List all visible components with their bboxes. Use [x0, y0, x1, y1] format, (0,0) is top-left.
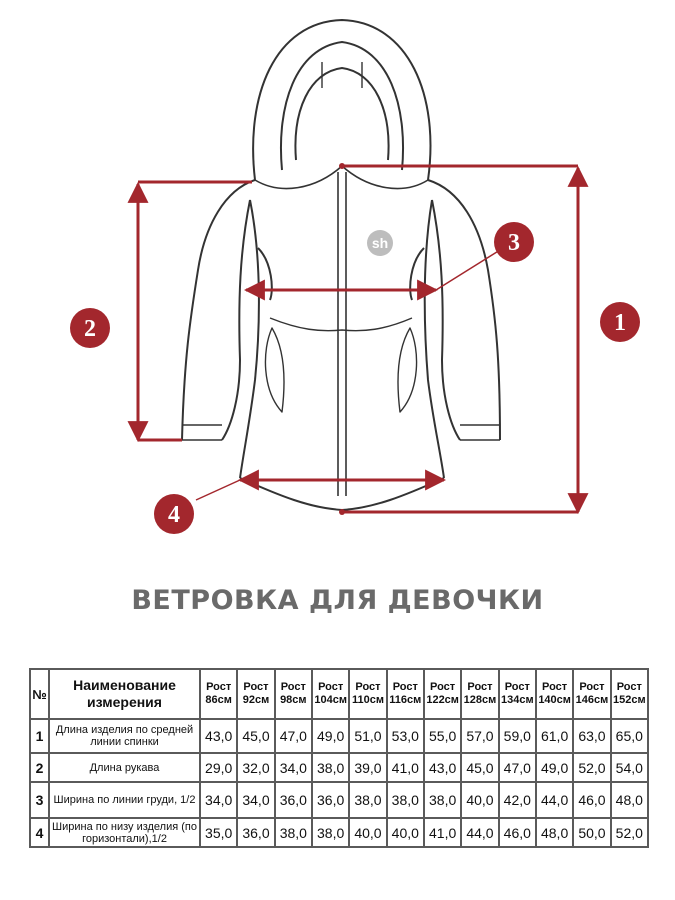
row-name: Длина изделия по средней линии спинки — [49, 719, 200, 753]
table-cell: 52,0 — [611, 818, 648, 847]
table-cell: 36,0 — [237, 818, 274, 847]
svg-text:1: 1 — [614, 310, 626, 336]
row-name: Длина рукава — [49, 753, 200, 782]
header-size: Рост 134см — [499, 669, 536, 719]
table-cell: 52,0 — [573, 753, 610, 782]
table-cell: 34,0 — [275, 753, 312, 782]
table-cell: 59,0 — [499, 719, 536, 753]
table-cell: 39,0 — [349, 753, 386, 782]
table-cell: 49,0 — [312, 719, 349, 753]
table-row — [30, 719, 648, 753]
table-cell: 36,0 — [275, 782, 312, 818]
table-cell: 63,0 — [573, 719, 610, 753]
table-row — [30, 753, 648, 782]
header-size: Рост 92см — [237, 669, 274, 719]
marker-3 — [494, 222, 534, 262]
row-name: Ширина по линии груди, 1/2 — [49, 782, 200, 818]
header-measurement-name: Наименование измерения — [49, 669, 200, 719]
measurement-lines — [138, 166, 578, 512]
table-cell: 54,0 — [611, 753, 648, 782]
svg-text:2: 2 — [84, 316, 96, 342]
table-cell: 38,0 — [349, 782, 386, 818]
jacket-outline — [182, 20, 500, 510]
table-cell: 41,0 — [424, 818, 461, 847]
table-cell: 34,0 — [237, 782, 274, 818]
table-cell: 38,0 — [275, 818, 312, 847]
table-cell: 55,0 — [424, 719, 461, 753]
table-cell: 44,0 — [461, 818, 498, 847]
header-size: Рост 116см — [387, 669, 424, 719]
table-cell: 47,0 — [499, 753, 536, 782]
header-size: Рост 146см — [573, 669, 610, 719]
table-cell: 48,0 — [611, 782, 648, 818]
table-cell: 34,0 — [200, 782, 237, 818]
table-cell: 40,0 — [387, 818, 424, 847]
table-cell: 45,0 — [237, 719, 274, 753]
table-cell: 51,0 — [349, 719, 386, 753]
table-cell: 44,0 — [536, 782, 573, 818]
table-cell: 49,0 — [536, 753, 573, 782]
table-cell: 46,0 — [499, 818, 536, 847]
row-name: Ширина по низу изделия (по горизонтали),1/2 — [49, 818, 200, 847]
row-number: 2 — [30, 753, 49, 782]
marker-2 — [70, 308, 110, 348]
table-cell: 48,0 — [536, 818, 573, 847]
table-cell: 57,0 — [461, 719, 498, 753]
table-cell: 65,0 — [611, 719, 648, 753]
table-cell: 42,0 — [499, 782, 536, 818]
table-cell: 43,0 — [424, 753, 461, 782]
svg-text:4: 4 — [168, 502, 180, 528]
table-cell: 38,0 — [424, 782, 461, 818]
table-cell: 38,0 — [387, 782, 424, 818]
brand-logo-text: sh — [371, 235, 389, 251]
row-number: 3 — [30, 782, 49, 818]
table-row — [30, 818, 648, 847]
table-cell: 35,0 — [200, 818, 237, 847]
table-cell: 40,0 — [349, 818, 386, 847]
header-size: Рост 86см — [200, 669, 237, 719]
header-size: Рост 98см — [275, 669, 312, 719]
header-size: Рост 128см — [461, 669, 498, 719]
table-cell: 43,0 — [200, 719, 237, 753]
size-table — [29, 668, 649, 848]
table-cell: 45,0 — [461, 753, 498, 782]
table-cell: 46,0 — [573, 782, 610, 818]
marker-4 — [154, 494, 194, 534]
marker-1 — [600, 302, 640, 342]
header-number: № — [30, 669, 49, 719]
header-size: Рост 122см — [424, 669, 461, 719]
table-header-row — [30, 669, 648, 719]
table-cell: 50,0 — [573, 818, 610, 847]
table-cell: 47,0 — [275, 719, 312, 753]
table-cell: 61,0 — [536, 719, 573, 753]
table-cell: 53,0 — [387, 719, 424, 753]
table-cell: 38,0 — [312, 753, 349, 782]
header-size: Рост 140см — [536, 669, 573, 719]
table-cell: 32,0 — [237, 753, 274, 782]
table-cell: 40,0 — [461, 782, 498, 818]
table-cell: 38,0 — [312, 818, 349, 847]
header-size: Рост 110см — [349, 669, 386, 719]
header-size: Рост 104см — [312, 669, 349, 719]
row-number: 4 — [30, 818, 49, 847]
table-cell: 41,0 — [387, 753, 424, 782]
table-cell: 29,0 — [200, 753, 237, 782]
page-title: ВЕТРОВКА ДЛЯ ДЕВОЧКИ — [131, 585, 544, 616]
header-size: Рост 152см — [611, 669, 648, 719]
row-number: 1 — [30, 719, 49, 753]
svg-text:3: 3 — [508, 230, 520, 256]
table-cell: 36,0 — [312, 782, 349, 818]
table-row — [30, 782, 648, 818]
